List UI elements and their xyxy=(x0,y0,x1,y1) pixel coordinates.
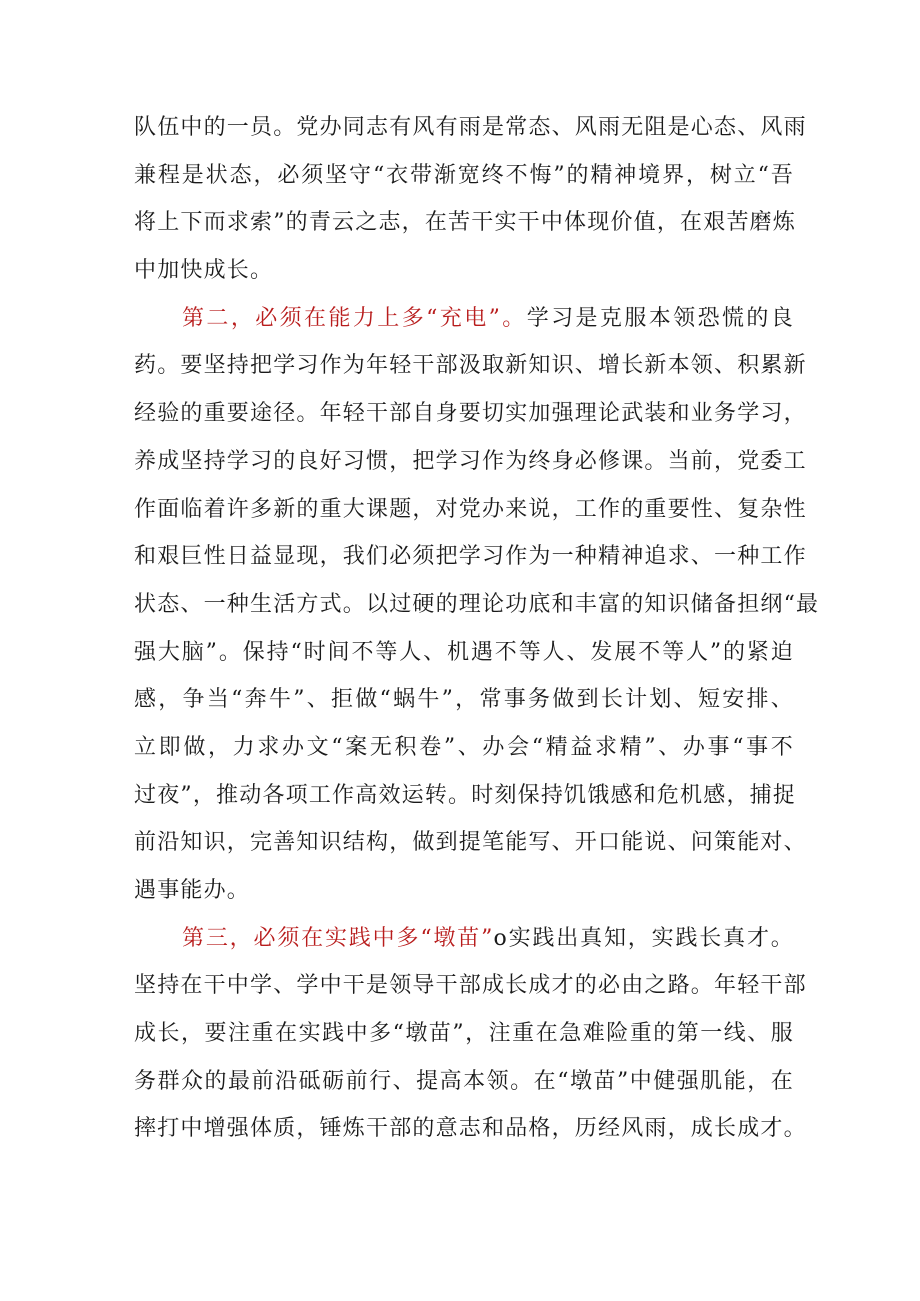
text-line: 养成坚持学习的良好习惯，把学习作为终身必修课。当前，党委工 xyxy=(134,448,807,474)
text-line: 药。要坚持把学习作为年轻干部汲取新知识、增长新本领、积累新 xyxy=(134,353,807,379)
text-line: 感，争当“奔牛”、拒做“蜗牛”，常事务做到长计划、短安排、 xyxy=(134,687,794,713)
paragraph-third-point xyxy=(134,915,807,1153)
text-line: 立即做，力求办文“案无积卷”、办会“精益求精”、办事“事不 xyxy=(134,734,794,760)
paragraph-first-line xyxy=(134,295,794,343)
text-line: 队伍中的一员。党办同志有风有雨是常态、风雨无阻是心态、风雨 xyxy=(134,115,807,140)
text-line: 坚持在干中学、学中干是领导干部成长成才的必由之路。年轻干部 xyxy=(134,973,807,999)
text-line: 状态、一种生活方式。以过硬的理论功底和丰富的知识储备担纲“最 xyxy=(134,591,820,617)
text-line: 将上下而求索”的青云之志，在苦干实干中体现价值，在艰苦磨炼 xyxy=(134,210,797,236)
text-run: o实践出真知，实践长真才。 xyxy=(493,925,794,951)
text-line: 中加快成长。 xyxy=(134,258,274,284)
text-line: 和艰巨性日益显现，我们必须把学习作为一种精神追求、一种工作 xyxy=(134,544,807,570)
paragraph-first-line xyxy=(134,915,794,963)
document-page xyxy=(134,104,820,1153)
text-line: 遇事能办。 xyxy=(134,878,251,903)
section-heading-third: 第三，必须在实践中多“墩苗” xyxy=(182,925,494,951)
text-line: 兼程是状态，必须坚守“衣带渐宽终不悔”的精神境界，树立“吾 xyxy=(134,162,794,188)
text-line: 过夜”，推动各项工作高效运转。时刻保持饥饿感和危机感，捕捉 xyxy=(134,782,797,808)
section-heading-second: 第二，必须在能力上多“充电”。 xyxy=(182,305,527,331)
text-line: 强大脑”。保持“时间不等人、机遇不等人、发展不等人”的紧迫 xyxy=(134,639,794,665)
paragraph-second-point xyxy=(134,295,820,915)
text-line: 摔打中增强体质，锤炼干部的意志和品格，历经风雨，成长成才。 xyxy=(134,1116,807,1142)
text-line: 经验的重要途径。年轻干部自身要切实加强理论武装和业务学习， xyxy=(134,401,807,427)
text-run: 学习是克服本领恐慌的良 xyxy=(526,305,795,331)
text-line: 作面临着许多新的重大课题，对党办来说，工作的重要性、复杂性 xyxy=(134,496,807,522)
text-line: 成长，要注重在实践中多“墩苗”，注重在急难险重的第一线、服 xyxy=(134,1021,794,1047)
text-line: 务群众的最前沿砥砺前行、提高本领。在“墩苗”中健强肌能，在 xyxy=(134,1068,794,1094)
paragraph-continuation xyxy=(134,104,807,295)
text-line: 前沿知识，完善知识结构，做到提笔能写、开口能说、问策能对、 xyxy=(134,830,807,856)
